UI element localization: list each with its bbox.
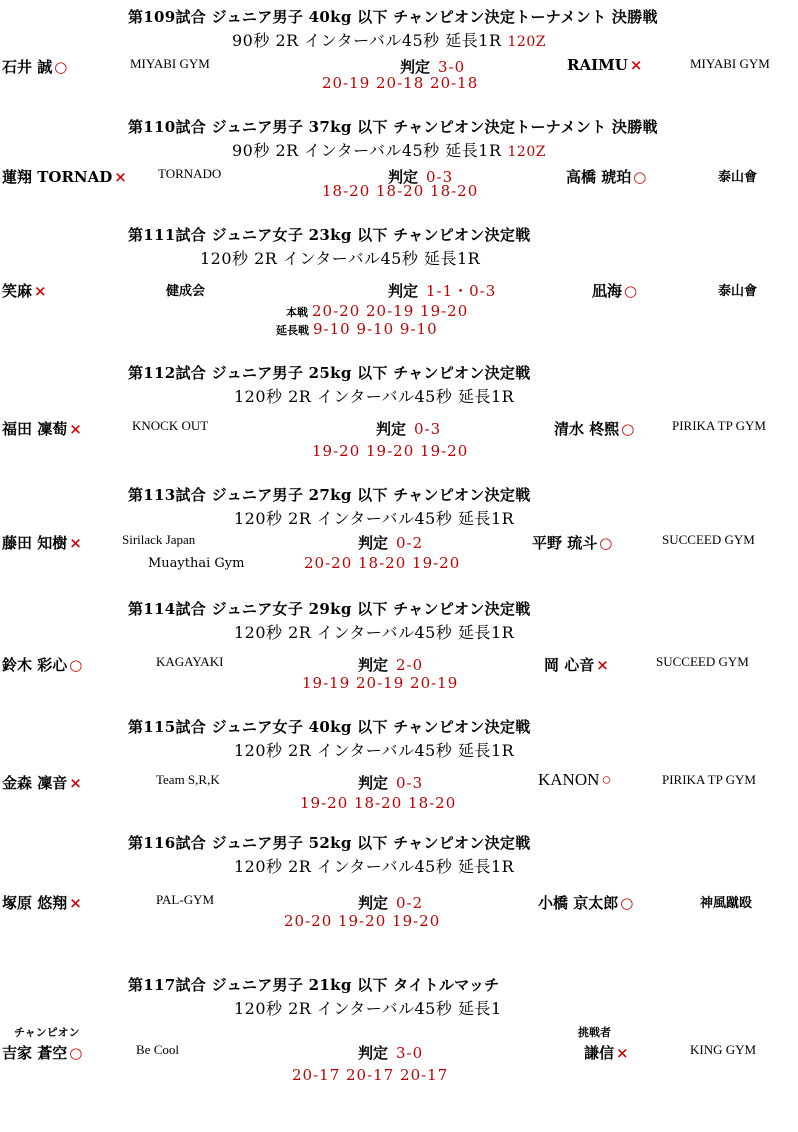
extension-note: 120Z (507, 144, 546, 160)
fighter1-gym: Be Cool (136, 1042, 179, 1057)
champion-label: チャンピオン (14, 1026, 80, 1039)
fighter1: 笑麻 × (2, 282, 47, 300)
judge-result: 判定 2-0 (358, 656, 424, 674)
scores: 19-20 19-20 19-20 (312, 442, 469, 460)
fighter1-gym: Sirilack Japan (122, 532, 196, 547)
win-mark: ○ (633, 168, 647, 186)
win-mark: ○ (54, 58, 68, 76)
fighter1-gym: 健成会 (166, 283, 206, 298)
match-rules: 120秒 2R インターバル45秒 延長1R (234, 387, 515, 406)
judge-result: 判定 0-3 (388, 168, 454, 186)
scores: 20-20 19-20 19-20 (284, 912, 441, 930)
lose-mark: × (69, 420, 82, 438)
fighter2: KANON ○ (538, 770, 612, 789)
scores: 20-20 18-20 19-20 (304, 554, 461, 572)
fighter1-gym: KNOCK OUT (132, 418, 209, 433)
fighter2: RAIMU × (567, 56, 643, 74)
match-title: 第114試合 ジュニア女子 29kg 以下 チャンピオン決定戦 (128, 600, 531, 618)
fighter2-gym: 泰山會 (718, 283, 758, 298)
win-mark: ○ (620, 894, 634, 912)
fighter1: 福田 凜萄 × (2, 420, 82, 438)
result-row (0, 772, 798, 792)
scores-main: 本戦 20-20 20-19 19-20 (286, 302, 469, 320)
lose-mark: × (69, 774, 82, 792)
match-rules: 120秒 2R インターバル45秒 延長1R (234, 623, 515, 642)
win-mark: ○ (624, 282, 638, 300)
win-mark: ○ (621, 420, 635, 438)
match-rules: 120秒 2R インターバル45秒 延長1 (234, 999, 502, 1018)
fighter2: 高橋 琥珀 ○ (566, 168, 647, 186)
match-title: 第110試合 ジュニア男子 37kg 以下 チャンピオン決定トーナメント 決勝戦 (128, 118, 658, 136)
fighter2-gym: SUCCEED GYM (662, 532, 755, 547)
judge-result: 判定 0-2 (358, 534, 424, 552)
match-rules: 120秒 2R インターバル45秒 延長1R (234, 509, 515, 528)
fighter2: 小橋 京太郎 ○ (538, 894, 634, 912)
lose-mark: × (69, 894, 82, 912)
scores: 19-20 18-20 18-20 (300, 794, 457, 812)
fighter2: 平野 琉斗 ○ (532, 534, 613, 552)
match-title: 第112試合 ジュニア男子 25kg 以下 チャンピオン決定戦 (128, 364, 531, 382)
fighter2: 凪海 ○ (592, 282, 638, 300)
fighter1-gym: TORNADO (158, 166, 222, 181)
fighter2-gym: MIYABI GYM (690, 56, 770, 71)
fighter1: 鈴木 彩心 ○ (2, 656, 83, 674)
fighter2: 謙信 × (584, 1044, 629, 1062)
fighter2-gym: 神風蹴殴 (700, 895, 753, 910)
judge-result: 判定 0-3 (376, 420, 442, 438)
match-rules: 90秒 2R インターバル45秒 延長1R 120Z (232, 31, 546, 50)
judge-result: 判定 3-0 (400, 58, 466, 76)
lose-mark: × (114, 168, 127, 186)
lose-mark: × (69, 534, 82, 552)
fighter2-gym: PIRIKA TP GYM (672, 418, 766, 433)
judge-result: 判定 0-2 (358, 894, 424, 912)
fighter2-gym: KING GYM (690, 1042, 757, 1057)
scores-extension: 延長戦 9-10 9-10 9-10 (276, 320, 438, 338)
result-row (0, 418, 798, 438)
lose-mark: × (629, 56, 643, 74)
lose-mark: × (616, 1044, 629, 1062)
result-row (0, 532, 798, 552)
match-rules: 90秒 2R インターバル45秒 延長1R 120Z (232, 141, 546, 160)
fighter1: 蓮翔 TORNAD × (2, 168, 127, 186)
fighter1: 藤田 知樹 × (2, 534, 82, 552)
judge-result: 判定 1-1・0-3 (388, 282, 497, 300)
fighter1: 塚原 悠翔 × (2, 894, 82, 912)
win-mark: ○ (599, 534, 613, 552)
fighter2-gym: SUCCEED GYM (656, 654, 749, 669)
result-row (0, 892, 798, 912)
extension-note: 120Z (507, 34, 546, 50)
match-title: 第109試合 ジュニア男子 40kg 以下 チャンピオン決定トーナメント 決勝戦 (128, 8, 658, 26)
fighter1: 金森 凜音 × (2, 774, 82, 792)
result-row (0, 280, 798, 300)
fighter2: 岡 心音 × (544, 656, 609, 674)
win-mark: ○ (69, 1044, 83, 1062)
fighter1: 石井 誠 ○ (2, 58, 68, 76)
match-rules: 120秒 2R インターバル45秒 延長1R (234, 857, 515, 876)
result-row (0, 1042, 798, 1062)
match-rules: 120秒 2R インターバル45秒 延長1R (234, 741, 515, 760)
challenger-label: 挑戦者 (578, 1026, 611, 1039)
match-title: 第117試合 ジュニア男子 21kg 以下 タイトルマッチ (128, 976, 500, 994)
match-title: 第115試合 ジュニア女子 40kg 以下 チャンピオン決定戦 (128, 718, 531, 736)
win-mark: ○ (69, 656, 83, 674)
scores: 20-17 20-17 20-17 (292, 1066, 449, 1084)
match-title: 第111試合 ジュニア女子 23kg 以下 チャンピオン決定戦 (128, 226, 531, 244)
fighter1-gym: Team S,R,K (156, 772, 220, 787)
lose-mark: × (596, 656, 609, 674)
match-rules: 120秒 2R インターバル45秒 延長1R (200, 249, 481, 268)
fighter2: 清水 柊煕 ○ (554, 420, 635, 438)
match-title: 第113試合 ジュニア男子 27kg 以下 チャンピオン決定戦 (128, 486, 531, 504)
match-title: 第116試合 ジュニア男子 52kg 以下 チャンピオン決定戦 (128, 834, 531, 852)
fighter1-gym: KAGAYAKI (156, 654, 224, 669)
result-row (0, 654, 798, 674)
scores: 19-19 20-19 20-19 (302, 674, 459, 692)
fighter1: 吉家 蒼空 ○ (2, 1044, 83, 1062)
scores: 18-20 18-20 18-20 (322, 182, 479, 200)
fighter1-gym-line2: Muaythai Gym (148, 556, 245, 571)
lose-mark: × (34, 282, 47, 300)
fighter2-gym: 泰山會 (718, 169, 758, 184)
fighter2-gym: PIRIKA TP GYM (662, 772, 756, 787)
fighter1-gym: PAL-GYM (156, 892, 215, 907)
win-mark: ○ (601, 770, 612, 789)
fighter1-gym: MIYABI GYM (130, 56, 210, 71)
judge-result: 判定 0-3 (358, 774, 424, 792)
judge-result: 判定 3-0 (358, 1044, 424, 1062)
result-row (0, 56, 798, 76)
scores: 20-19 20-18 20-18 (322, 74, 479, 92)
